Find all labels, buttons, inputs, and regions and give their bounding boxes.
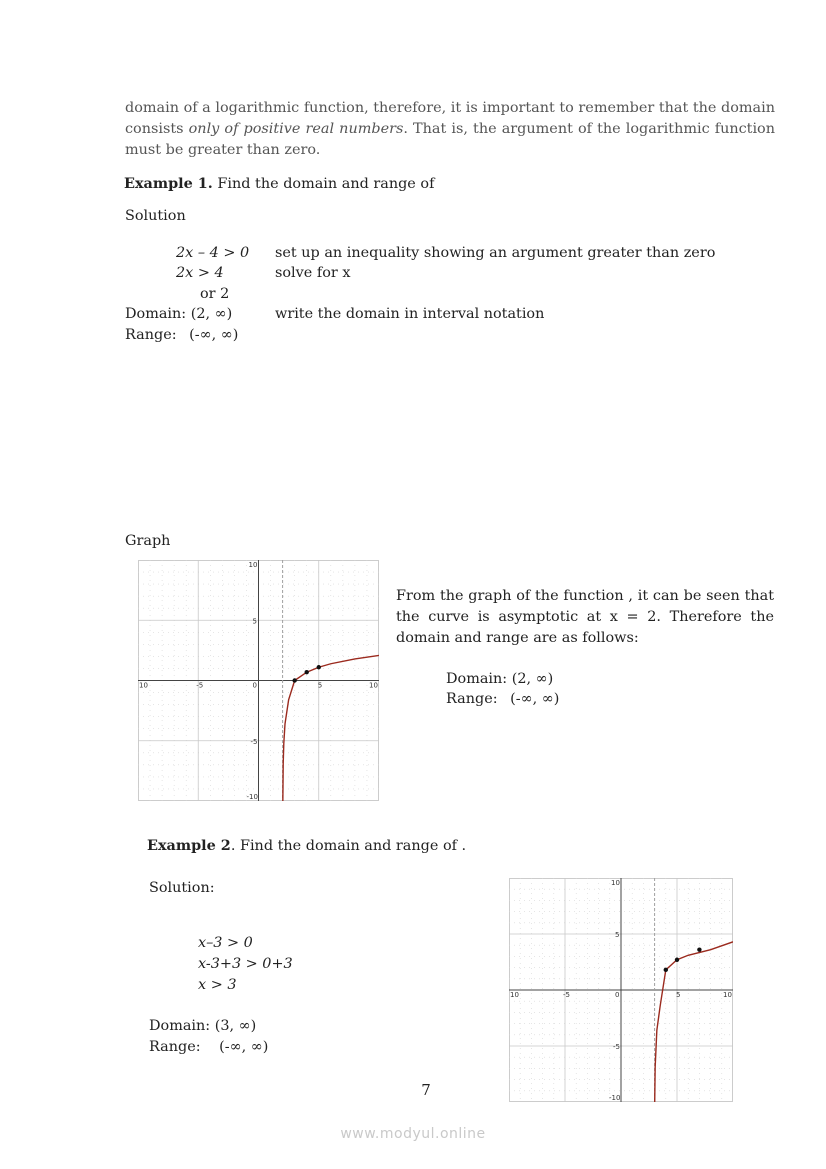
intro-text: domain of a logarithmic function, therefore, it is important to remember that the domain consists — [125, 100, 775, 137]
tick-label: 5 — [615, 931, 620, 939]
example1-solution-label: Solution — [125, 208, 186, 224]
intro-paragraph — [125, 98, 775, 161]
result-range-value: (-∞, ∞) — [510, 691, 560, 707]
tick-label: 10 — [510, 991, 519, 999]
tick-label: 5 — [317, 681, 323, 690]
tick-label: 5 — [252, 617, 257, 626]
example1-heading — [124, 173, 434, 195]
step-expr: or 2 — [200, 286, 230, 302]
tick-label: -5 — [250, 737, 258, 746]
tick-label: -5 — [563, 991, 570, 999]
tick-label: 10 — [369, 681, 378, 690]
example2-range — [149, 1037, 268, 1058]
tick-label: -10 — [246, 793, 258, 801]
tick-label: 10 — [611, 879, 620, 887]
graph-label: Graph — [125, 533, 171, 549]
tick-label: 10 — [248, 561, 258, 569]
intro-text-end: . That is, the argument of the logarithmic function must be greater than zero. — [125, 121, 775, 158]
tick-label: -10 — [609, 1094, 621, 1102]
example2-label: Example 2 — [147, 837, 231, 854]
step-expr: x > 3 — [198, 977, 237, 993]
data-point — [317, 665, 321, 669]
domain-note: write the domain in interval notation — [275, 306, 545, 322]
result-domain: Domain: (2, ∞) — [446, 671, 554, 687]
range-label: Range: — [125, 327, 177, 343]
example2-heading — [147, 835, 466, 857]
example2-range-label: Range: — [149, 1039, 201, 1055]
tick-label: 0 — [252, 681, 257, 690]
step-expr: 2x – 4 > 0 — [176, 245, 250, 261]
tick-label: 5 — [676, 991, 681, 999]
data-point — [675, 958, 679, 962]
tick-label: 10 — [139, 681, 148, 690]
data-point — [697, 947, 701, 951]
step-expr: x–3 > 0 — [198, 935, 253, 951]
example2-range-value: (-∞, ∞) — [219, 1039, 269, 1055]
step-expr: 2x > 4 — [176, 265, 224, 281]
page-number: 7 — [421, 1081, 431, 1099]
tick-label: 0 — [615, 991, 620, 999]
step-note: set up an inequality showing an argument greater than zero — [275, 245, 716, 261]
tick-label: 10 — [723, 991, 732, 999]
tick-label: -5 — [196, 681, 204, 690]
data-point — [305, 670, 309, 674]
example2-domain: Domain: (3, ∞) — [149, 1018, 257, 1034]
result-range-label: Range: — [446, 691, 498, 707]
tick-label: -5 — [613, 1043, 620, 1051]
example2-prompt: . Find the domain and range of . — [230, 838, 467, 854]
step-expr: x-3+3 > 0+3 — [198, 956, 293, 972]
step-note: solve for x — [275, 265, 351, 281]
result-range — [446, 689, 559, 710]
graph-2 — [509, 878, 733, 1102]
intro-italic: only of positive real numbers — [188, 121, 404, 137]
example1-label: Example 1. — [124, 175, 213, 192]
graph-explanation: From the graph of the function , it can be seen that the curve is asymptotic at x = 2. Therefore the domain and range are as follows: — [396, 588, 774, 646]
graph-1 — [138, 560, 379, 801]
range-value: (-∞, ∞) — [189, 327, 239, 343]
example1-prompt: Find the domain and range of — [217, 176, 435, 192]
data-point — [664, 968, 668, 972]
data-point — [292, 678, 296, 682]
range-line — [125, 325, 238, 346]
watermark: www.modyul.online — [340, 1126, 486, 1142]
domain-line: Domain: (2, ∞) — [125, 306, 233, 322]
example2-solution-label: Solution: — [149, 880, 215, 896]
